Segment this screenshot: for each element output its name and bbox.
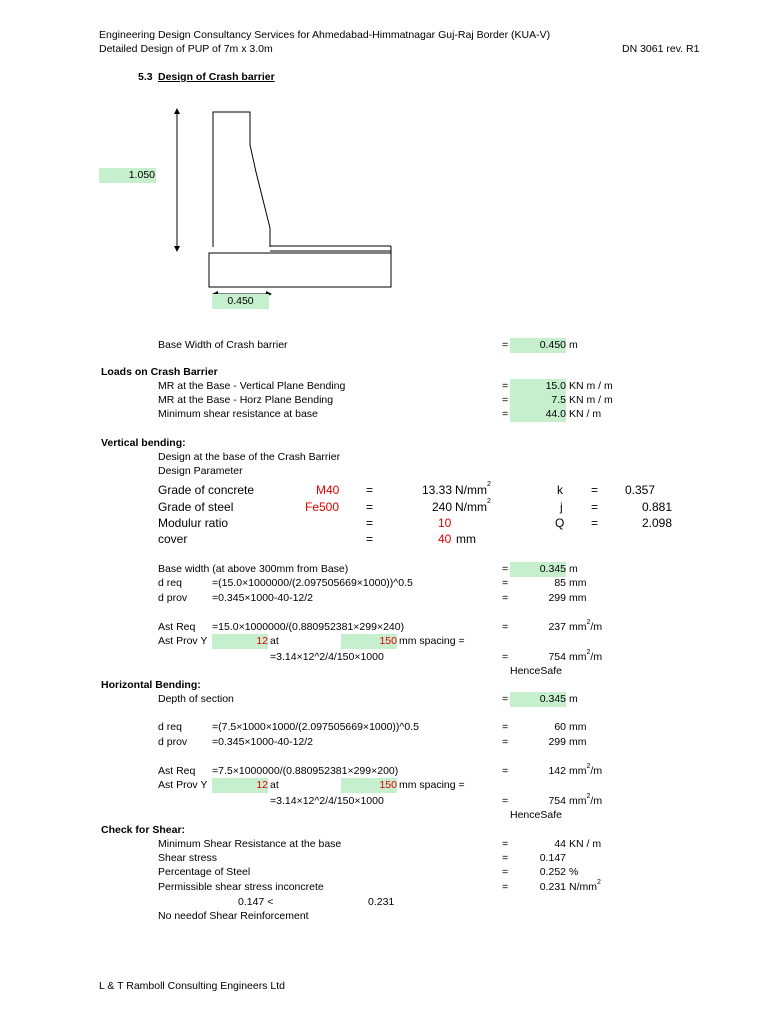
bar-spacing: 150 [341, 634, 397, 649]
j-symbol: j [560, 500, 563, 514]
unit-label: $mm^2/m$ [569, 619, 603, 633]
load-label: Minimum shear resistance at base [158, 408, 318, 420]
equals-sign: = [502, 866, 509, 878]
equals-sign: = [502, 577, 509, 589]
unit-label: mm [569, 592, 587, 604]
shear-conclusion: No needof Shear Reinforcement [158, 910, 309, 922]
ast-prov-formula: =3.14×12^2/4/150×1000 [270, 795, 384, 807]
shear-heading: Check for Shear: [101, 824, 186, 836]
load-label: MR at the Base - Vertical Plane Bending [158, 380, 346, 392]
shear-row-label: Minimum Shear Resistance at the base [158, 838, 342, 850]
equals-sign: = [502, 592, 509, 604]
ast-req-label: Ast Req [158, 765, 196, 777]
d-prov-formula: =0.345×1000-40-12/2 [212, 736, 314, 748]
result-status: HenceSafe [510, 665, 562, 677]
shear-row-value: 0.252 [539, 866, 566, 878]
shear-row-label: Permissible shear stress inconcrete [158, 881, 324, 893]
d-req-formula: =(7.5×1000×1000/(2.097505669×1000))^0.5 [212, 721, 419, 733]
shear-row-value: 44 [554, 838, 566, 850]
ast-prov-value: 754 [548, 795, 566, 807]
unit-label: % [569, 866, 579, 878]
base-width-300-value: 0.345 [510, 562, 566, 577]
unit-label: $mm^2/m$ [569, 793, 603, 807]
bar-spacing: 150 [341, 778, 397, 793]
bar-diameter: 12 [212, 634, 268, 649]
result-status: HenceSafe [510, 809, 562, 821]
horizontal-bending-heading: Horizontal Bending: [101, 679, 201, 691]
ast-req-value: 142 [548, 765, 566, 777]
footer-company: L & T Ramboll Consulting Engineers Ltd [99, 980, 285, 992]
unit-label: mm [569, 736, 587, 748]
unit-label: $N/mm^2$ [569, 879, 601, 893]
unit-label: $N/mm^2$ [455, 498, 491, 514]
section-title: Design of Crash barrier [158, 71, 275, 83]
equals-sign: = [502, 380, 509, 392]
shear-row-label: Percentage of Steel [158, 866, 251, 878]
base-width-value: 0.450 [510, 338, 566, 353]
unit-label: mm [569, 577, 587, 589]
equals-sign: = [502, 339, 509, 351]
equals-sign: = [591, 516, 599, 530]
unit-label: $mm^2/m$ [569, 649, 603, 663]
load-value: 7.5 [510, 393, 566, 408]
ast-req-value: 237 [548, 621, 566, 633]
d-prov-formula: =0.345×1000-40-12/2 [212, 592, 314, 604]
spacing-label: mm spacing = [399, 779, 465, 791]
concrete-stress-value: 13.33 [421, 483, 452, 497]
shear-row-label: Shear stress [158, 852, 217, 864]
loads-heading: Loads on Crash Barrier [101, 366, 218, 378]
unit-label: m [569, 693, 578, 705]
unit-label: m [569, 339, 578, 351]
shear-compare-left: 0.147 < [238, 896, 274, 908]
k-symbol: k [557, 483, 563, 497]
modular-ratio-label: Modulur ratio [158, 516, 229, 530]
d-prov-value: 299 [548, 592, 566, 604]
equals-sign: = [502, 394, 509, 406]
shear-row-value: 0.147 [539, 852, 566, 864]
unit-label: $mm^2/m$ [569, 763, 603, 777]
grade-concrete-label: Grade of concrete [158, 483, 255, 497]
grade-steel-label: Grade of steel [158, 500, 234, 514]
ast-req-formula: =7.5×1000000/(0.880952381×299×200) [212, 765, 399, 777]
ast-prov-label: Ast Prov Y [158, 635, 208, 647]
equals-sign: = [366, 516, 374, 530]
unit-label: mm [569, 721, 587, 733]
vertical-bending-heading: Vertical bending: [101, 437, 186, 449]
at-label: at [270, 779, 279, 791]
base-width-label: Base Width of Crash barrier [158, 339, 288, 351]
spacing-label: mm spacing = [399, 635, 465, 647]
ast-prov-formula: =3.14×12^2/4/150×1000 [270, 651, 384, 663]
steel-grade: Fe500 [305, 500, 340, 514]
equals-sign: = [502, 693, 509, 705]
ast-prov-label: Ast Prov Y [158, 779, 208, 791]
q-symbol: Q [555, 516, 565, 530]
equals-sign: = [502, 838, 509, 850]
depth-value: 0.345 [510, 692, 566, 707]
equals-sign: = [502, 881, 509, 893]
unit-label: m [569, 563, 578, 575]
d-req-value: 60 [554, 721, 566, 733]
d-req-label: d req [158, 577, 182, 589]
steel-stress-value: 240 [431, 500, 452, 514]
d-prov-label: d prov [158, 592, 188, 604]
k-value: 0.357 [625, 483, 656, 497]
bar-diameter: 12 [212, 778, 268, 793]
d-req-formula: =(15.0×1000000/(2.097505669×1000))^0.5 [212, 577, 413, 589]
equals-sign: = [502, 765, 509, 777]
load-value: 44.0 [510, 407, 566, 422]
d-prov-value: 299 [548, 736, 566, 748]
unit-label: KN / m [569, 838, 602, 850]
equals-sign: = [502, 852, 509, 864]
cover-value: 40 [438, 532, 452, 546]
header-subtitle: Detailed Design of PUP of 7m x 3.0m [99, 43, 273, 55]
header-title: Engineering Design Consultancy Services for Ahmedabad-Himmatnagar Guj-Raj Border (KUA-V) [99, 29, 551, 41]
d-prov-label: d prov [158, 736, 188, 748]
equals-sign: = [591, 500, 599, 514]
equals-sign: = [502, 736, 509, 748]
ast-req-formula: =15.0×1000000/(0.880952381×299×240) [212, 621, 405, 633]
equals-sign: = [366, 500, 374, 514]
equals-sign: = [502, 795, 509, 807]
concrete-grade: M40 [316, 483, 340, 497]
equals-sign: = [502, 621, 509, 633]
at-label: at [270, 635, 279, 647]
load-value: 15.0 [510, 379, 566, 394]
crash-barrier-diagram [170, 105, 395, 310]
unit-label: KN / m [569, 408, 602, 420]
equals-sign: = [502, 721, 509, 733]
equals-sign: = [502, 563, 509, 575]
modular-ratio-value: 10 [438, 516, 452, 530]
unit-label: mm [456, 532, 476, 546]
load-label: MR at the Base - Horz Plane Bending [158, 394, 334, 406]
shear-row-value: 0.231 [539, 881, 566, 893]
width-dimension-label: 0.450 [212, 294, 269, 309]
section-number: 5.3 [138, 71, 153, 83]
equals-sign: = [366, 532, 374, 546]
ast-prov-value: 754 [548, 651, 566, 663]
shear-compare-right: 0.231 [368, 896, 395, 908]
unit-label: KN m / m [569, 394, 613, 406]
unit-label: KN m / m [569, 380, 613, 392]
q-value: 2.098 [641, 516, 672, 530]
height-dimension-label: 1.050 [99, 168, 156, 183]
cover-label: cover [158, 532, 188, 546]
depth-label: Depth of section [158, 693, 234, 705]
equals-sign: = [591, 483, 599, 497]
ast-req-label: Ast Req [158, 621, 196, 633]
equals-sign: = [502, 408, 509, 420]
equals-sign: = [366, 483, 374, 497]
d-req-label: d req [158, 721, 182, 733]
j-value: 0.881 [641, 500, 672, 514]
equals-sign: = [502, 651, 509, 663]
d-req-value: 85 [554, 577, 566, 589]
base-width-300-label: Base width (at above 300mm from Base) [158, 563, 349, 575]
document-reference: DN 3061 rev. R1 [622, 43, 700, 55]
design-parameter-label: Design Parameter [158, 465, 243, 477]
design-note: Design at the base of the Crash Barrier [158, 451, 341, 463]
unit-label: $N/mm^2$ [455, 481, 491, 497]
